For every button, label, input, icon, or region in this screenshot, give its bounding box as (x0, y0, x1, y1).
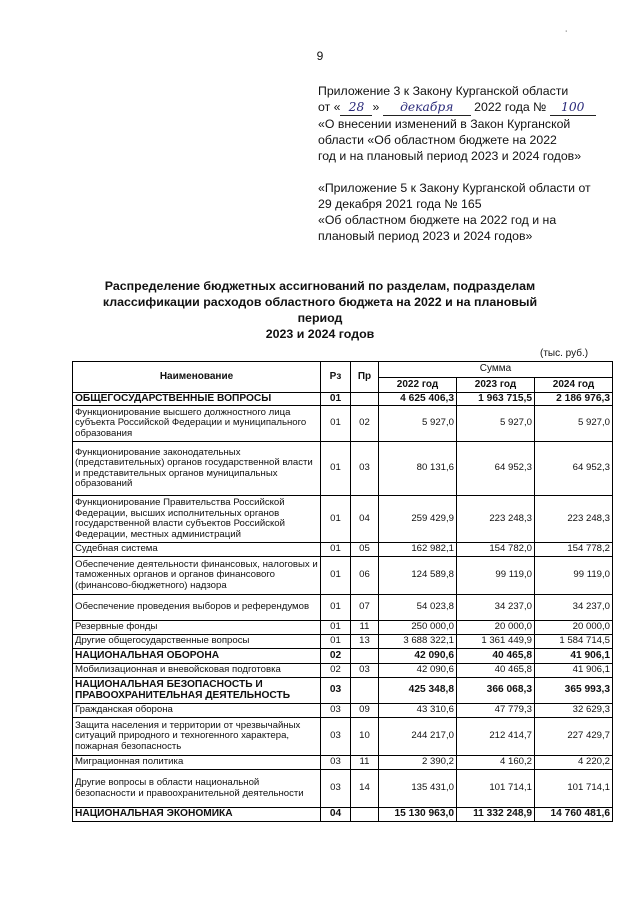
table-row (73, 756, 613, 770)
row-value-2022: 3 688 322,1 (379, 635, 457, 649)
row-rz: 03 (321, 770, 351, 808)
row-rz: 01 (321, 635, 351, 649)
row-rz: 01 (321, 621, 351, 635)
row-value-2022: 162 982,1 (379, 543, 457, 557)
row-name: Функционирование законодательных (представительных) органов государственной власти и представительных органов муниципальных образований (73, 442, 321, 496)
row-rz: 01 (321, 595, 351, 621)
header-2022: 2022 год (379, 378, 457, 393)
row-name: Другие общегосударственные вопросы (73, 635, 321, 649)
row-value-2024: 41 906,1 (535, 664, 613, 678)
handwritten-month: декабря (383, 99, 471, 116)
preamble-second-line-4: плановый период 2023 и 2024 годов» (318, 229, 533, 243)
table-row (73, 704, 613, 718)
row-pr (351, 678, 379, 704)
unit-label: (тыс. руб.) (540, 348, 589, 359)
table-row (73, 496, 613, 543)
header-2023: 2023 год (457, 378, 535, 393)
row-value-2024: 4 220,2 (535, 756, 613, 770)
row-name: НАЦИОНАЛЬНАЯ ОБОРОНА (73, 649, 321, 664)
row-value-2022: 250 000,0 (379, 621, 457, 635)
table-row (73, 557, 613, 595)
row-rz: 04 (321, 808, 351, 822)
row-value-2022: 42 090,6 (379, 649, 457, 664)
row-value-2022: 2 390,2 (379, 756, 457, 770)
row-value-2023: 366 068,3 (457, 678, 535, 704)
row-value-2023: 34 237,0 (457, 595, 535, 621)
row-pr: 06 (351, 557, 379, 595)
budget-table (72, 361, 613, 822)
row-value-2024: 101 714,1 (535, 770, 613, 808)
row-name: Другие вопросы в области национальной безопасности и правоохранительной деятельности (73, 770, 321, 808)
row-rz: 02 (321, 664, 351, 678)
section-row (73, 649, 613, 664)
row-value-2024: 223 248,3 (535, 496, 613, 543)
row-rz: 03 (321, 678, 351, 704)
row-name: Судебная система (73, 543, 321, 557)
table-row (73, 442, 613, 496)
row-pr: 05 (351, 543, 379, 557)
row-pr: 13 (351, 635, 379, 649)
row-value-2022: 15 130 963,0 (379, 808, 457, 822)
row-value-2024: 1 584 714,5 (535, 635, 613, 649)
row-name: Обеспечение деятельности финансовых, налоговых и таможенных органов и органов финансового (финансово-бюджетного) надзора (73, 557, 321, 595)
row-value-2022: 54 023,8 (379, 595, 457, 621)
row-pr (351, 808, 379, 822)
row-rz: 03 (321, 756, 351, 770)
row-rz: 02 (321, 649, 351, 664)
row-pr: 07 (351, 595, 379, 621)
row-value-2023: 64 952,3 (457, 442, 535, 496)
table-row (73, 621, 613, 635)
row-name: Резервные фонды (73, 621, 321, 635)
row-value-2022: 5 927,0 (379, 406, 457, 442)
row-pr: 04 (351, 496, 379, 543)
row-value-2022: 124 589,8 (379, 557, 457, 595)
row-value-2024: 64 952,3 (535, 442, 613, 496)
preamble-second-line-3: «Об областном бюджете на 2022 год и на (318, 213, 557, 227)
row-rz: 01 (321, 543, 351, 557)
row-value-2024: 2 186 976,3 (535, 393, 613, 406)
row-value-2023: 40 465,8 (457, 649, 535, 664)
row-name: Гражданская оборона (73, 704, 321, 718)
row-name: Мобилизационная и вневойсковая подготовка (73, 664, 321, 678)
row-value-2023: 1 361 449,9 (457, 635, 535, 649)
row-name: НАЦИОНАЛЬНАЯ ЭКОНОМИКА (73, 808, 321, 822)
row-value-2023: 11 332 248,9 (457, 808, 535, 822)
table-body (73, 393, 613, 822)
row-rz: 01 (321, 393, 351, 406)
row-pr: 11 (351, 621, 379, 635)
title-line-2: классификации расходов областного бюджета на 2022 и на плановый период (102, 295, 538, 325)
row-value-2023: 223 248,3 (457, 496, 535, 543)
row-pr: 09 (351, 704, 379, 718)
row-pr (351, 393, 379, 406)
header-2024: 2024 год (535, 378, 613, 393)
header-sum: Сумма (379, 362, 613, 378)
table-row (73, 543, 613, 557)
row-pr: 03 (351, 442, 379, 496)
title-line-3: 2023 и 2024 годов (265, 327, 375, 341)
row-value-2022: 259 429,9 (379, 496, 457, 543)
row-value-2022: 425 348,8 (379, 678, 457, 704)
row-value-2024: 99 119,0 (535, 557, 613, 595)
preamble-second-line-1: «Приложение 5 к Закону Курганской области от (318, 181, 591, 195)
table-row (73, 406, 613, 442)
section-row (73, 678, 613, 704)
header-pr: Пр (351, 362, 379, 393)
section-row (73, 393, 613, 406)
row-value-2024: 20 000,0 (535, 621, 613, 635)
section-row (73, 808, 613, 822)
row-value-2023: 4 160,2 (457, 756, 535, 770)
table-row (73, 718, 613, 756)
table-row (73, 595, 613, 621)
row-value-2022: 42 090,6 (379, 664, 457, 678)
preamble-line-4: области «Об областном бюджете на 2022 (318, 133, 557, 147)
row-value-2023: 20 000,0 (457, 621, 535, 635)
row-value-2024: 5 927,0 (535, 406, 613, 442)
row-pr: 14 (351, 770, 379, 808)
row-name: Функционирование высшего должностного лица субъекта Российской Федерации и муниципального образования (73, 406, 321, 442)
table-row (73, 635, 613, 649)
preamble-date-line: от « 28 » декабря 2022 года № 100 (318, 99, 610, 116)
row-value-2022: 244 217,0 (379, 718, 457, 756)
row-name: ОБЩЕГОСУДАРСТВЕННЫЕ ВОПРОСЫ (73, 393, 321, 406)
preamble-second-line-2: 29 декабря 2021 года № 165 (318, 197, 482, 211)
row-value-2024: 34 237,0 (535, 595, 613, 621)
row-rz: 03 (321, 704, 351, 718)
row-rz: 01 (321, 496, 351, 543)
preamble-line-1: Приложение 3 к Закону Курганской области (318, 84, 569, 98)
row-value-2023: 154 782,0 (457, 543, 535, 557)
row-value-2022: 4 625 406,3 (379, 393, 457, 406)
table-row (73, 770, 613, 808)
row-rz: 01 (321, 442, 351, 496)
row-value-2023: 99 119,0 (457, 557, 535, 595)
row-rz: 01 (321, 557, 351, 595)
row-rz: 03 (321, 718, 351, 756)
row-rz: 01 (321, 406, 351, 442)
table-row (73, 664, 613, 678)
document-title (90, 278, 550, 342)
row-value-2024: 14 760 481,6 (535, 808, 613, 822)
row-value-2024: 227 429,7 (535, 718, 613, 756)
preamble-line-3: «О внесении изменений в Закон Курганской (318, 117, 571, 131)
row-name: Защита населения и территории от чрезвычайных ситуаций природного и техногенного характера, пожарная безопасность (73, 718, 321, 756)
title-line-1: Распределение бюджетных ассигнований по разделам, подразделам (104, 279, 536, 293)
row-value-2023: 40 465,8 (457, 664, 535, 678)
row-name: Миграционная политика (73, 756, 321, 770)
preamble (318, 83, 610, 244)
row-value-2022: 43 310,6 (379, 704, 457, 718)
row-pr (351, 649, 379, 664)
page-number: 9 (316, 49, 324, 63)
row-pr: 10 (351, 718, 379, 756)
row-value-2022: 80 131,6 (379, 442, 457, 496)
row-value-2023: 101 714,1 (457, 770, 535, 808)
row-pr: 02 (351, 406, 379, 442)
row-value-2024: 365 993,3 (535, 678, 613, 704)
row-value-2023: 47 779,3 (457, 704, 535, 718)
row-pr: 11 (351, 756, 379, 770)
row-value-2024: 41 906,1 (535, 649, 613, 664)
row-value-2024: 32 629,3 (535, 704, 613, 718)
row-value-2023: 1 963 715,5 (457, 393, 535, 406)
row-name: Обеспечение проведения выборов и референдумов (73, 595, 321, 621)
row-value-2023: 212 414,7 (457, 718, 535, 756)
row-name: НАЦИОНАЛЬНАЯ БЕЗОПАСНОСТЬ И ПРАВООХРАНИТЕЛЬНАЯ ДЕЯТЕЛЬНОСТЬ (73, 678, 321, 704)
header-name: Наименование (73, 362, 321, 393)
row-value-2023: 5 927,0 (457, 406, 535, 442)
row-pr: 03 (351, 664, 379, 678)
row-name: Функционирование Правительства Российской Федерации, высших исполнительных органов государственной власти субъектов Российской Федерации, местных администраций (73, 496, 321, 543)
row-value-2022: 135 431,0 (379, 770, 457, 808)
preamble-line-5: год и на плановый период 2023 и 2024 годов» (318, 149, 582, 163)
row-value-2024: 154 778,2 (535, 543, 613, 557)
handwritten-number: 100 (550, 99, 596, 116)
corner-mark: ˙ (565, 30, 569, 41)
header-rz: Рз (321, 362, 351, 393)
handwritten-day: 28 (340, 99, 372, 116)
